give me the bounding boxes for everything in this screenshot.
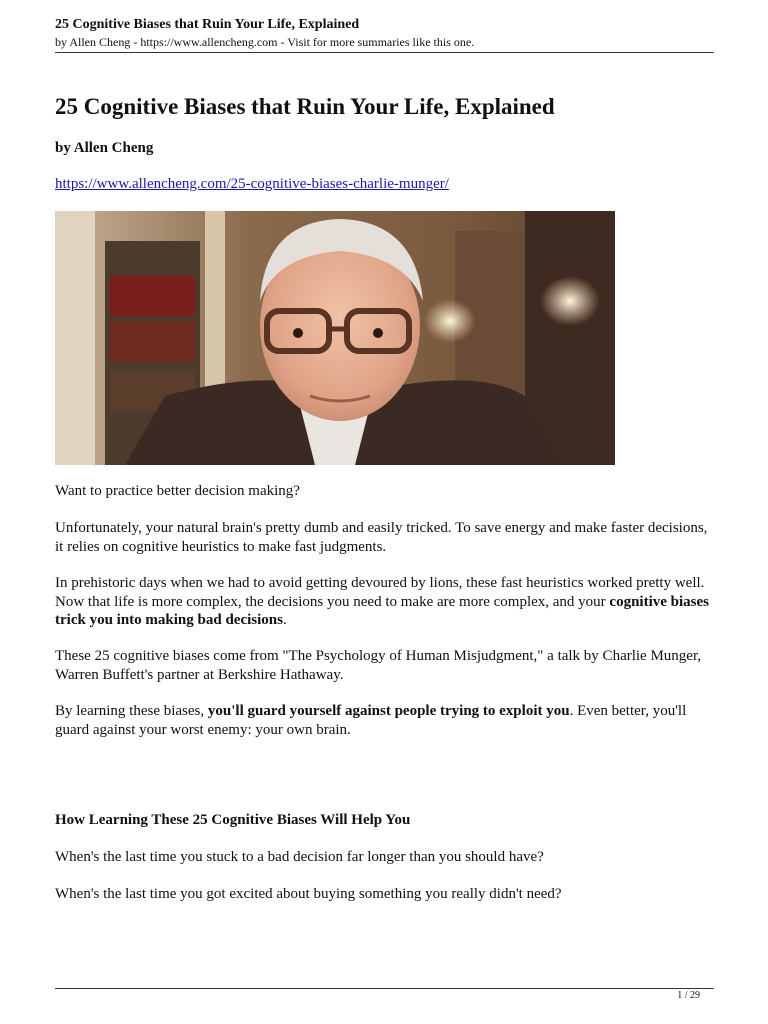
header-rule (55, 52, 714, 53)
paragraph-prehistoric-emphasis: cognitive biases trick you into making bad decisions (55, 593, 710, 628)
paragraph-prehistoric-end: . (282, 612, 287, 628)
paragraph-heuristics: Unfortunately, your natural brain's pretty dumb and easily tricked. To save energy and make faster decisions, it relies on cognitive heuristics to make fast judgments. (55, 520, 708, 555)
paragraph-source: These 25 cognitive biases come from "The Psychology of Human Misjudgment," a talk by Charlie Munger, Warren Buffett's partner at Berkshire Hathaway. (55, 648, 702, 683)
paragraph-benefit (55, 702, 714, 739)
running-header (55, 16, 714, 50)
article-link[interactable]: https://www.allencheng.com/25-cognitive-biases-charlie-munger/ (55, 176, 449, 192)
running-header-subtitle: by Allen Cheng - https://www.allencheng.com - Visit for more summaries like this one. (55, 35, 475, 49)
document-title: 25 Cognitive Biases that Ruin Your Life, Explained (55, 94, 555, 119)
page-number: 1 / 29 (677, 990, 700, 1001)
paragraph-intro: Want to practice better decision making? (55, 483, 300, 499)
running-header-title: 25 Cognitive Biases that Ruin Your Life, Explained (55, 17, 360, 32)
section-heading: How Learning These 25 Cognitive Biases Will Help You (55, 812, 411, 828)
paragraph-prehistoric (55, 574, 714, 630)
question-impulse-buying: When's the last time you got excited about buying something you really didn't need? (55, 886, 562, 902)
paragraph-benefit-emphasis: you'll guard yourself against people trying to exploit you (207, 703, 570, 719)
paragraph-prehistoric-text: In prehistoric days when we had to avoid getting devoured by lions, these fast heuristics worked pretty well. Now that life is more complex, the decisions you need to make are more complex, and your (55, 575, 705, 610)
footer-rule (55, 988, 714, 989)
author-byline: by Allen Cheng (55, 140, 154, 156)
document-page (55, 0, 714, 1024)
paragraph-benefit-end: . Even better, you'll guard against your worst enemy: your own brain. (55, 703, 687, 738)
question-bad-decision: When's the last time you stuck to a bad decision far longer than you should have? (55, 849, 544, 865)
portrait-photo (55, 211, 615, 465)
paragraph-benefit-text: By learning these biases, (55, 703, 208, 719)
